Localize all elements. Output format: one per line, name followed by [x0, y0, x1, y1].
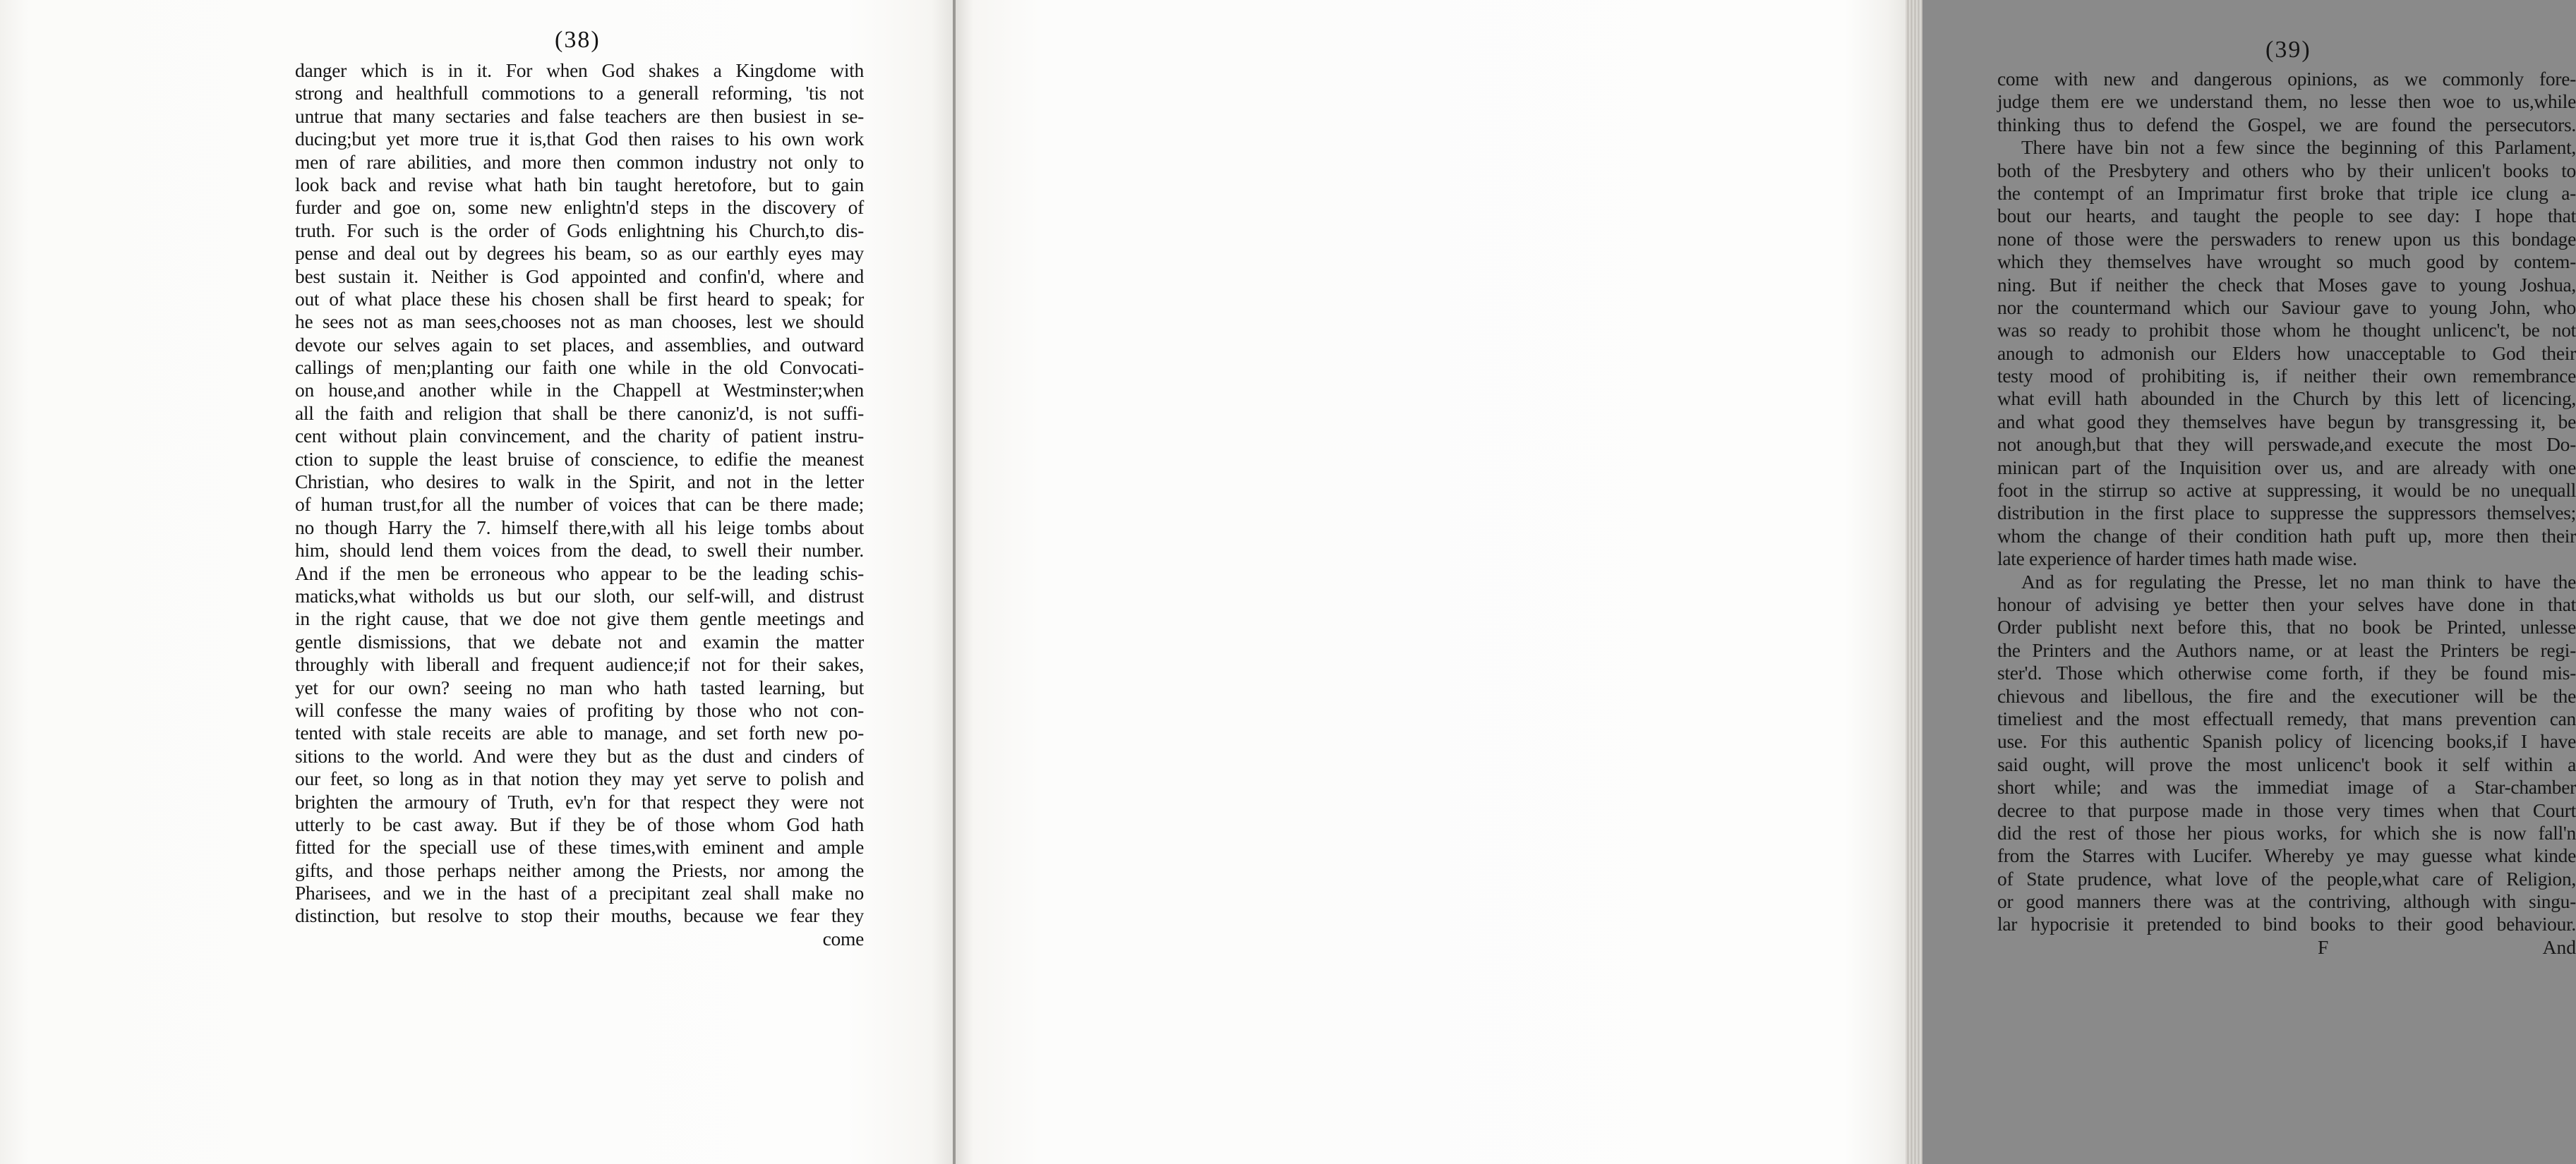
text-line: whom the change of their condition hath puft up, more then their: [1997, 524, 2576, 547]
text-line: all the faith and religion that shall be there canoniz'd, is not suffi-: [295, 401, 864, 424]
text-line: anough to admonish our Elders how unacceptable to God their: [1997, 341, 2576, 364]
text-line: from the Starres with Lucifer. Whereby ye may guesse what kinde: [1997, 844, 2576, 867]
text-line: decree to that purpose made in those very times when that Court: [1997, 799, 2576, 821]
text-line: gentle dismissions, that we debate not and examin the matter: [295, 630, 864, 653]
text-line: will confesse the many waies of profiting by those who not con-: [295, 698, 864, 721]
text-line: distinction, but resolve to stop their mouths, because we fear they: [295, 904, 864, 927]
text-line: both of the Presbytery and others who by their unlicen't books to: [1997, 159, 2576, 181]
text-line: maticks,what witholds us but our sloth, our self-will, and distrust: [295, 584, 864, 607]
text-line: the contempt of an Imprimatur first broke that triple ice clung a-: [1997, 181, 2576, 204]
text-line: did the rest of those her pious works, for which she is now fall'n: [1997, 821, 2576, 844]
text-line: ducing;but yet more true it is,that God then raises to his own work: [295, 128, 864, 150]
text-line: gifts, and those perhaps neither among the Priests, nor among the: [295, 859, 864, 881]
signature-mark: F: [2318, 935, 2329, 958]
text-line: brighten the armoury of Truth, ev'n for that respect they were not: [295, 790, 864, 813]
text-line: nor the countermand which our Saviour gave to young John, who: [1997, 296, 2576, 318]
right-page: [956, 0, 2576, 1164]
text-line: come with new and dangerous opinions, as we commonly fore-: [1997, 68, 2576, 90]
text-line: chievous and libellous, the fire and the executioner will be the: [1997, 684, 2576, 707]
text-line: Christian, who desires to walk in the Spirit, and not in the letter: [295, 471, 864, 493]
text-line: or good manners there was at the contriving, although with singu-: [1997, 890, 2576, 913]
text-line: tented with stale receits are able to manage, and set forth new po-: [295, 722, 864, 744]
text-line: danger which is in it. For when God shakes a Kingdome with: [295, 59, 864, 81]
text-line: sitions to the world. And were they but as the dust and cinders of: [295, 744, 864, 767]
text-line: honour of advising ye better then your selves have done in that: [1997, 593, 2576, 615]
page-number-39: (39): [2265, 37, 2311, 63]
text-line: callings of men;planting our faith one while in the old Convocati-: [295, 356, 864, 379]
text-line: furder and goe on, some new enlightn'd steps in the discovery of: [295, 196, 864, 219]
text-line: what evill hath abounded in the Church by this lett of licencing,: [1997, 387, 2576, 410]
text-line: testy mood of prohibiting is, if neither their own remembrance: [1997, 365, 2576, 387]
text-line: judge them ere we understand them, no lesse then woe to us,while: [1997, 90, 2576, 113]
text-line: and what good they themselves have begun by transgressing it, be: [1997, 410, 2576, 432]
text-line: short while; and was the immediat image of a Star-chamber: [1997, 776, 2576, 799]
text-line: yet for our own? seeing no man who hath tasted learning, but: [295, 676, 864, 698]
right-page-text: [1997, 68, 2576, 959]
text-line: minican part of the Inquisition over us, and are already with one: [1997, 456, 2576, 478]
text-line: bout our hearts, and taught the people to see day: I hope that: [1997, 205, 2576, 227]
text-line: said ought, will prove the most unlicenc't book it self within a: [1997, 753, 2576, 775]
text-line: our feet, so long as in that notion they may yet serve to polish and: [295, 768, 864, 790]
text-line: timeliest and the most effectuall remedy, that mans prevention can: [1997, 707, 2576, 729]
text-line: ning. But if neither the check that Moses gave to young Joshua,: [1997, 273, 2576, 296]
text-line: ster'd. Those which otherwise come forth, if they be found mis-: [1997, 662, 2576, 684]
left-page-text: [295, 59, 864, 950]
text-line: use. For this authentic Spanish policy of licencing books,if I have: [1997, 730, 2576, 753]
text-line: ction to supple the least bruise of conscience, to edifie the meanest: [295, 447, 864, 470]
text-line: none of those were the perswaders to renew upon us this bondage: [1997, 227, 2576, 250]
text-line: utterly to be cast away. But if they be of those whom God hath: [295, 813, 864, 835]
text-line: of State prudence, what love of the people,what care of Religion,: [1997, 867, 2576, 890]
text-line: Order publisht next before this, that no book be Printed, unlesse: [1997, 616, 2576, 638]
text-line: strong and healthfull commotions to a generall reforming, 'tis not: [295, 82, 864, 104]
text-line: pense and deal out by degrees his beam, so as our earthly eyes may: [295, 242, 864, 265]
text-line: foot in the stirrup so active at suppressing, it would be no unequall: [1997, 479, 2576, 502]
text-line: him, should lend them voices from the dead, to swell their number.: [295, 539, 864, 562]
text-line: cent without plain convincement, and the charity of patient instru-: [295, 425, 864, 447]
page-edges: [1906, 0, 1922, 1164]
page-number-38: (38): [555, 27, 601, 53]
text-line: of human trust,for all the number of voices that can be there made;: [295, 493, 864, 516]
text-line: not anough,but that they will perswade,and execute the most Do-: [1997, 433, 2576, 456]
text-line: out of what place these his chosen shall be first heard to speak; for: [295, 287, 864, 310]
text-line: And as for regulating the Presse, let no man think to have the: [2021, 570, 2576, 593]
text-line: lar hypocrisie it pretended to bind books to their good behaviour.: [1997, 913, 2576, 935]
left-page: [0, 0, 954, 1164]
footer-line: [1997, 936, 2576, 959]
text-line: truth. For such is the order of Gods enlightning his Church,to dis-: [295, 219, 864, 241]
text-line: best sustain it. Neither is God appointed and confin'd, where and: [295, 265, 864, 287]
catchword: come: [822, 927, 864, 950]
text-line: in the right cause, that we doe not give them gentle meetings and: [295, 607, 864, 630]
text-line: untrue that many sectaries and false teachers are then busiest in se-: [295, 104, 864, 127]
text-line: men of rare abilities, and more then common industry not only to: [295, 150, 864, 173]
text-line: late experience of harder times hath made wise.: [1997, 547, 2357, 570]
text-line: throughly with liberall and frequent audience;if not for their sakes,: [295, 653, 864, 676]
text-line: distribution in the first place to suppresse the suppressors themselves;: [1997, 502, 2576, 524]
text-line: look back and revise what hath bin taught heretofore, but to gain: [295, 173, 864, 195]
text-line: he sees not as man sees,chooses not as man chooses, lest we should: [295, 310, 864, 333]
text-line: which they themselves have wrought so much good by contem-: [1997, 250, 2576, 273]
text-line: on house,and another while in the Chappell at Westminster;when: [295, 379, 864, 401]
text-line: no though Harry the 7. himself there,with all his leige tombs about: [295, 516, 864, 538]
text-line: was so ready to prohibit those whom he thought unlicenc't, be not: [1997, 319, 2576, 341]
text-line: the Printers and the Authors name, or at least the Printers be regi-: [1997, 638, 2576, 661]
text-line: And if the men be erroneous who appear to be the leading schis-: [295, 562, 864, 584]
text-line: There have bin not a few since the beginning of this Parlament,: [2021, 136, 2576, 159]
text-line: Pharisees, and we in the hast of a precipitant zeal shall make no: [295, 882, 864, 904]
catchword: And: [2542, 935, 2576, 958]
text-line: thinking thus to defend the Gospel, we are found the persecutors.: [1997, 113, 2576, 135]
text-line: devote our selves again to set places, and assemblies, and outward: [295, 333, 864, 356]
text-line: fitted for the speciall use of these times,with eminent and ample: [295, 836, 864, 859]
